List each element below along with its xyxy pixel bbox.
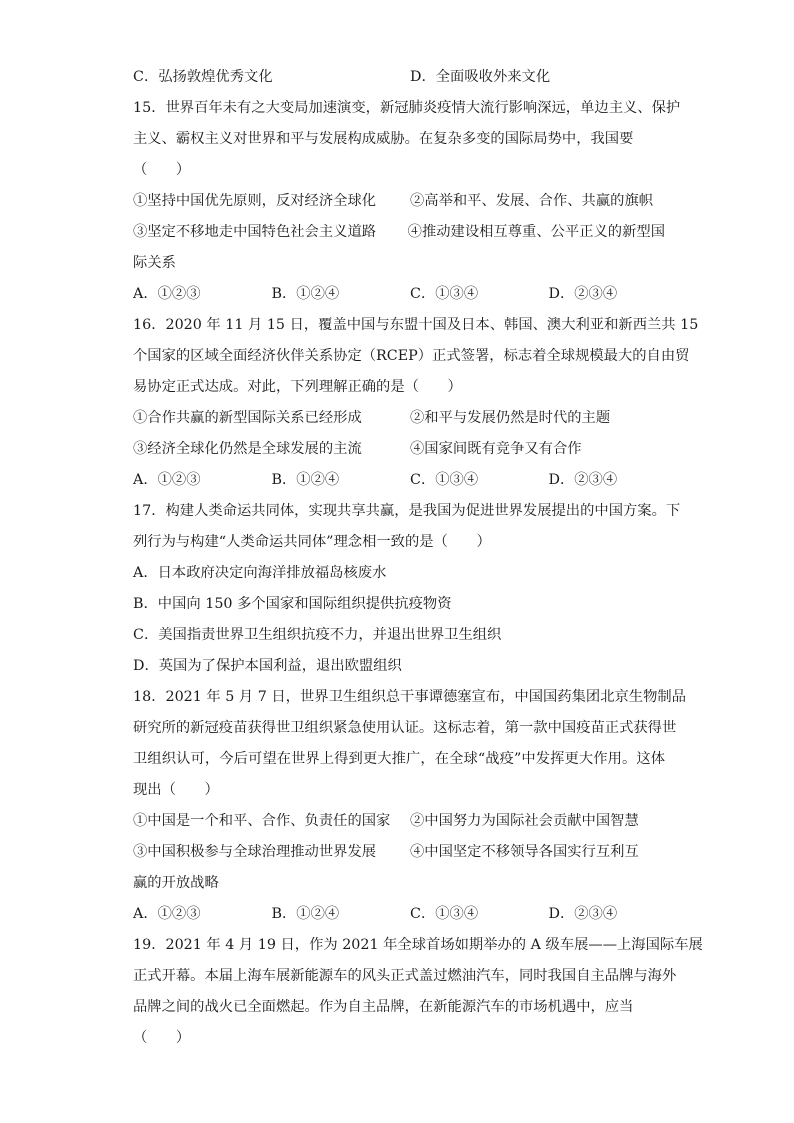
q18-statement-2: ②中国努力为国际社会贡献中国智慧 <box>410 813 639 829</box>
q18-statement-4: ④中国坚定不移领导各国实行互利互 <box>410 844 639 860</box>
q16-stem-line-1: 16．2020 年 11 月 15 日，覆盖中国与东盟十国及日本、韩国、澳大利亚和新西兰共 15 <box>133 317 699 333</box>
q16-statement-1: ①合作共赢的新型国际关系已经形成 <box>133 410 362 426</box>
q16-option-c: C．①③④ <box>410 472 479 488</box>
q14-options-cd <box>133 62 665 93</box>
q16-stem-line-2: 个国家的区域全面经济伙伴关系协定（RCEP）正式签署，标志着全球规模最大的自由贸 <box>133 348 690 364</box>
q18-stem-line-3: 卫组织认可，今后可望在世界上得到更大推广，在全球“战疫”中发挥更大作用。这体 <box>133 751 665 767</box>
q17-option-a: A．日本政府决定向海洋排放福岛核废水 <box>133 565 387 581</box>
q16-option-b: B．①②④ <box>271 472 340 488</box>
q15-option-c: C．①③④ <box>410 286 479 302</box>
q18-statement-4-cont: 赢的开放战略 <box>133 875 219 891</box>
q16-statement-2: ②和平与发展仍然是时代的主题 <box>410 410 611 426</box>
q15-statements-12 <box>133 186 665 217</box>
q15-statement-1: ①坚持中国优先原则，反对经济全球化 <box>133 193 377 209</box>
q16-statements-12 <box>133 403 665 434</box>
q18-statements-12 <box>133 806 665 837</box>
q18-stem-line-2: 研究所的新冠疫苗获得世卫组织紧急使用认证。这标志着，第一款中国疫苗正式获得世 <box>133 720 677 736</box>
q16-statement-4: ④国家间既有竞争又有合作 <box>410 441 582 457</box>
q18-statements-34 <box>133 837 665 868</box>
q15-stem-line-1: 15．世界百年未有之大变局加速演变，新冠肺炎疫情大流行影响深远，单边主义、保护 <box>133 100 681 116</box>
q19-stem-line-3: 品牌之间的战火已全面燃起。作为自主品牌，在新能源汽车的市场机遇中，应当 <box>133 999 634 1015</box>
q18-options <box>133 899 665 930</box>
q19-stem-line-1: 19．2021 年 4 月 19 日，作为 2021 年全球首场如期举办的 A 级车展——上海国际车展 <box>133 937 703 953</box>
q15-statement-2: ②高举和平、发展、合作、共赢的旗帜 <box>410 193 654 209</box>
q18-option-b: B．①②④ <box>271 906 340 922</box>
q18-stem-line-4: 现出（ ） <box>133 782 219 798</box>
q16-stem-line-3: 易协定正式达成。对此，下列理解正确的是（ ） <box>133 379 462 395</box>
q18-option-d: D．②③④ <box>548 906 618 922</box>
q17-option-c: C．美国指责世界卫生组织抗疫不力，并退出世界卫生组织 <box>133 627 502 643</box>
q18-option-c: C．①③④ <box>410 906 479 922</box>
q15-statement-4: ④推动建设相互尊重、公平正义的新型国 <box>407 224 665 240</box>
q16-statements-34 <box>133 434 665 465</box>
q16-option-d: D．②③④ <box>548 472 618 488</box>
q15-stem-line-2: 主义、霸权主义对世界和平与发展构成威胁。在复杂多变的国际局势中，我国要 <box>133 131 634 147</box>
exam-page <box>133 62 703 1054</box>
q18-statement-3: ③中国积极参与全球治理推动世界发展 <box>133 844 377 860</box>
q17-stem-line-1: 17．构建人类命运共同体，实现共享共赢，是我国为促进世界发展提出的中国方案。下 <box>133 503 681 519</box>
q15-statement-3: ③坚定不移地走中国特色社会主义道路 <box>133 224 377 240</box>
q18-stem-line-1: 18．2021 年 5 月 7 日，世界卫生组织总干事谭德塞宣布，中国国药集团北京生物制品 <box>133 689 686 705</box>
q16-statement-3: ③经济全球化仍然是全球发展的主流 <box>133 441 362 457</box>
q14-option-d: D．全面吸收外来文化 <box>410 69 551 85</box>
q15-statements-34 <box>133 217 665 248</box>
q17-option-b: B．中国向 150 多个国家和国际组织提供抗疫物资 <box>133 596 452 612</box>
q18-option-a: A．①②③ <box>133 906 201 922</box>
q15-option-d: D．②③④ <box>548 286 618 302</box>
q16-option-a: A．①②③ <box>133 472 201 488</box>
q17-option-d: D．英国为了保护本国利益，退出欧盟组织 <box>133 658 402 674</box>
q19-stem-line-2: 正式开幕。本届上海车展新能源车的风头正式盖过燃油汽车，同时我国自主品牌与海外 <box>133 968 677 984</box>
q15-answer-blank: （ ） <box>133 162 191 178</box>
q15-option-a: A．①②③ <box>133 286 201 302</box>
q18-statement-1: ①中国是一个和平、合作、负责任的国家 <box>133 813 391 829</box>
q15-statement-4-cont: 际关系 <box>133 255 176 271</box>
q17-stem-line-2: 列行为与构建“人类命运共同体”理念相一致的是（ ） <box>133 534 491 550</box>
q14-option-c: C．弘扬敦煌优秀文化 <box>133 69 273 85</box>
q16-options <box>133 465 665 496</box>
q15-option-b: B．①②④ <box>271 286 340 302</box>
q15-options <box>133 279 665 310</box>
q19-answer-blank: （ ） <box>133 1030 191 1046</box>
